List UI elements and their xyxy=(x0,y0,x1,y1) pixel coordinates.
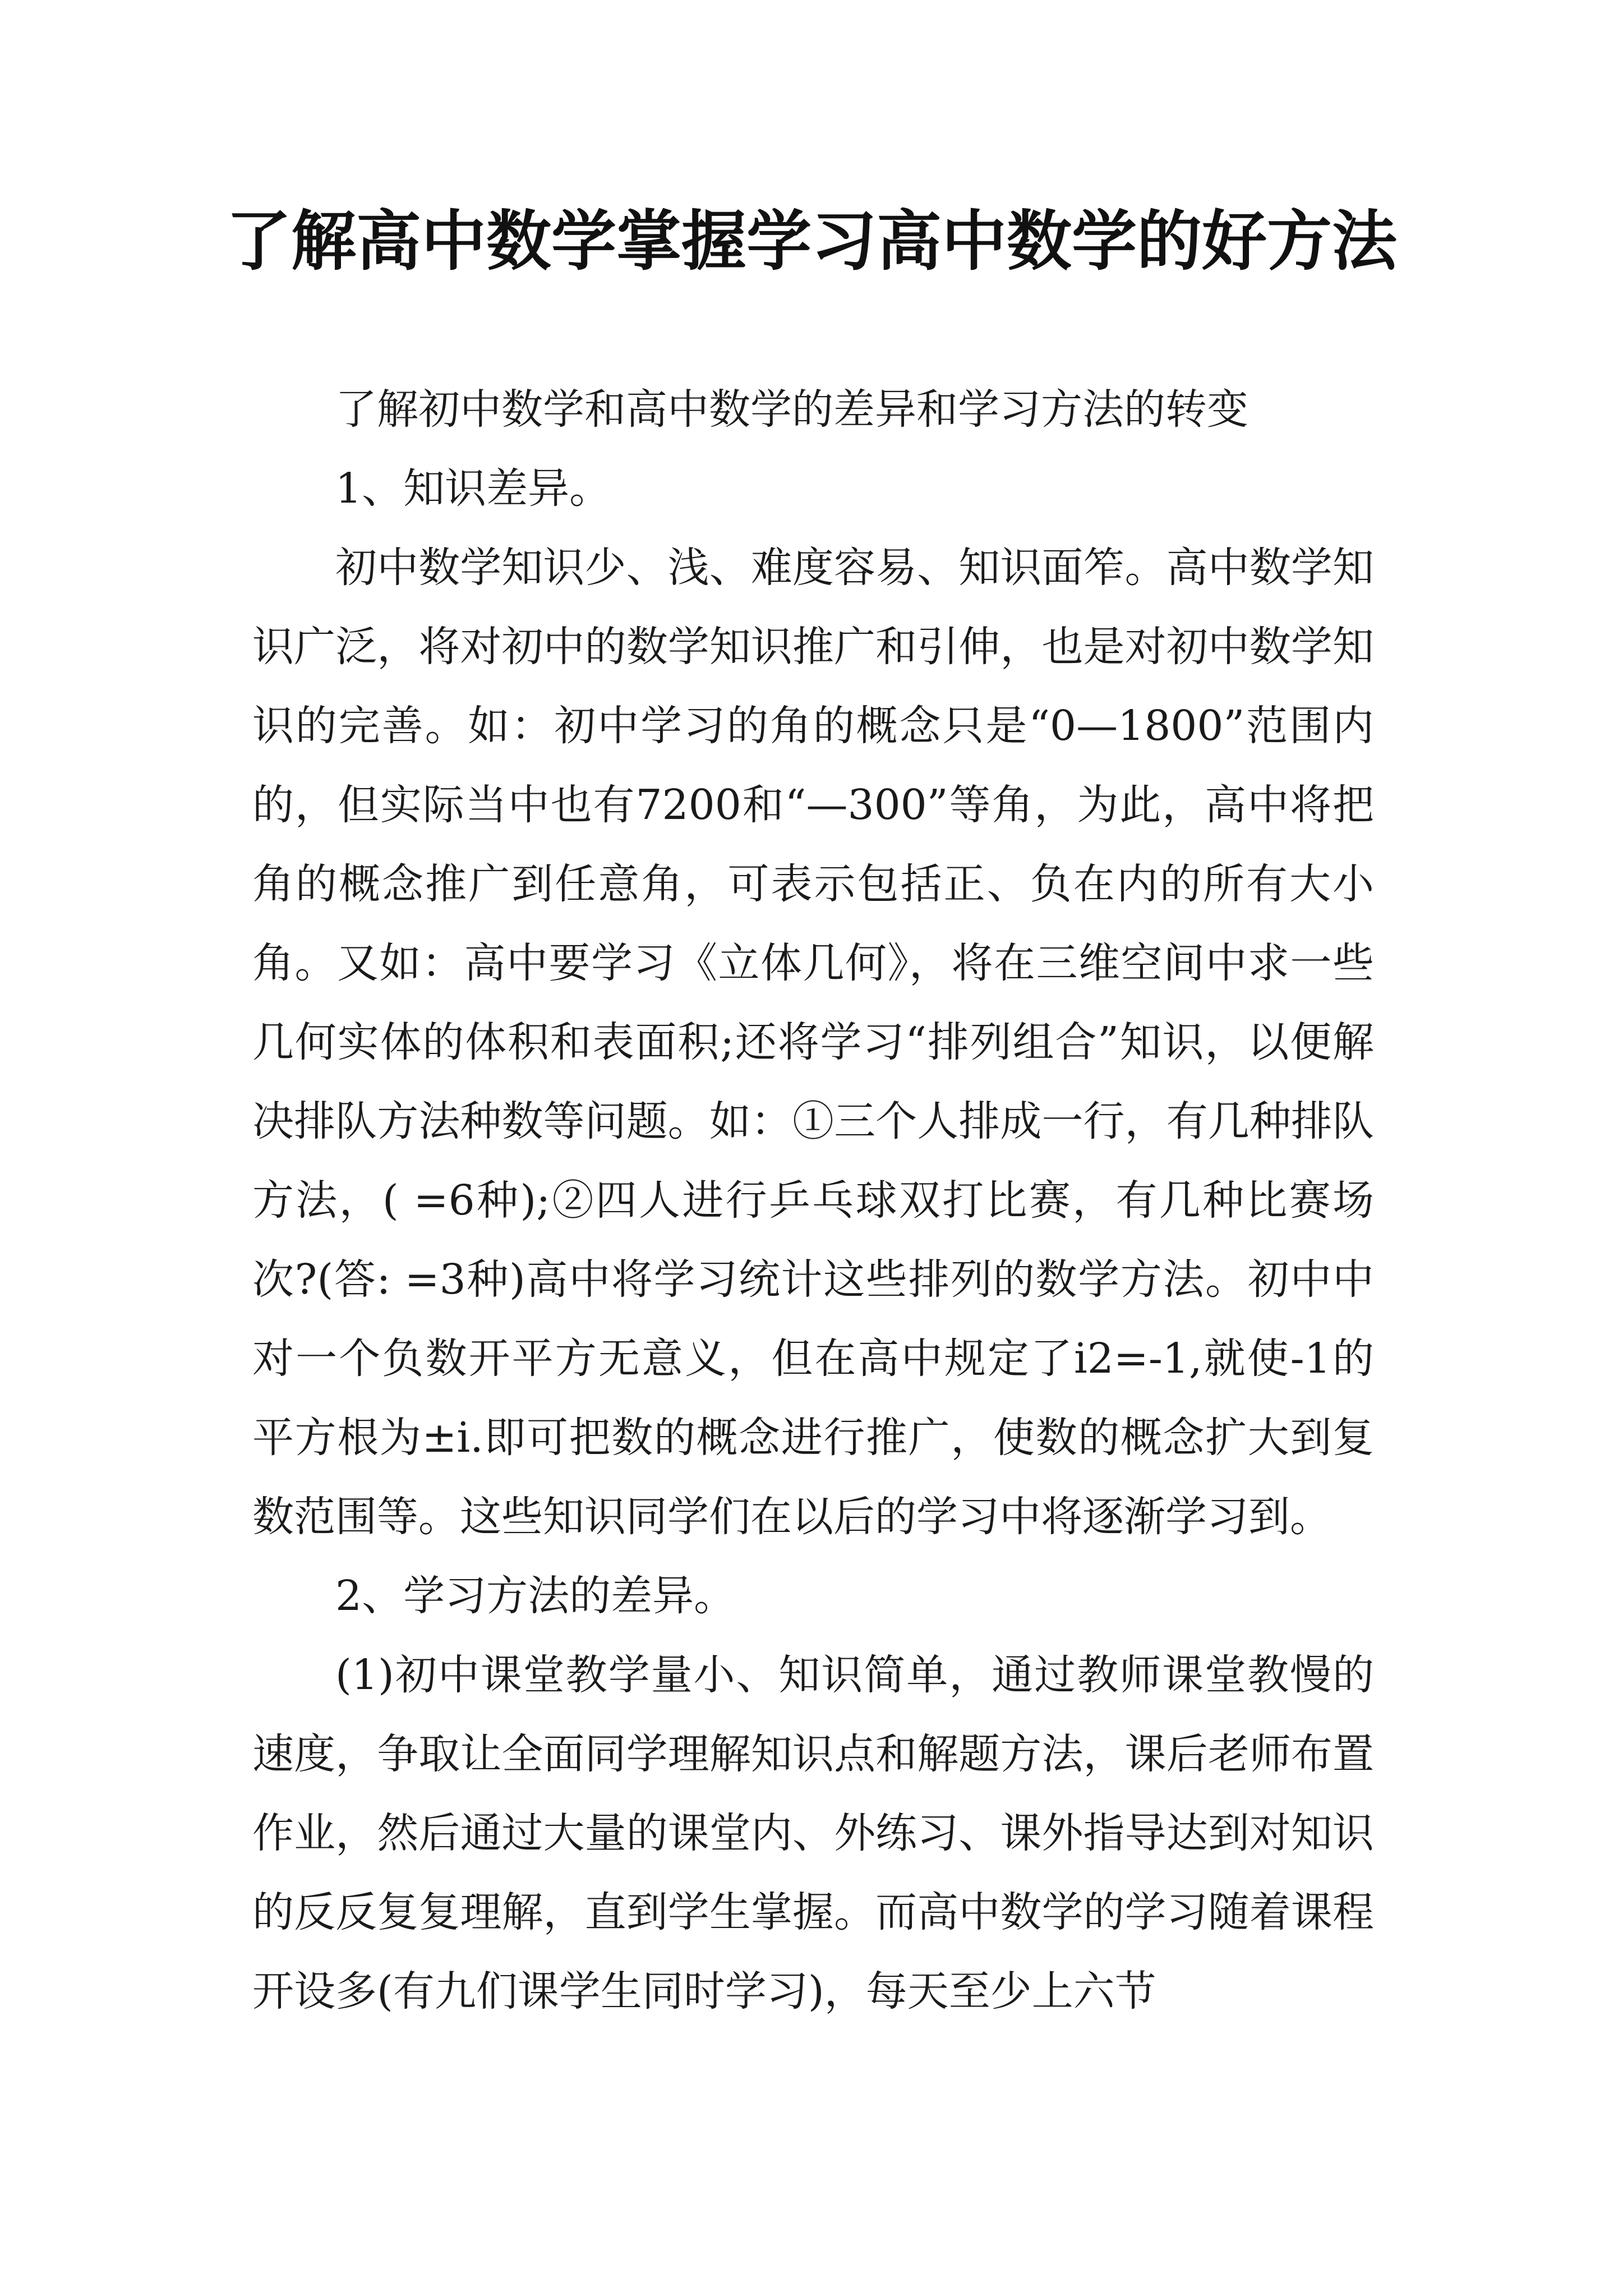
method-paragraph: (1)初中课堂教学量小、知识简单，通过教师课堂教慢的速度，争取让全面同学理解知识点和解题方法，课后老师布置作业，然后通过大量的课堂内、外练习、课外指导达到对知识的反反复复理解，直到学生掌握。而高中数学的学习随着课程开设多(有九们课学生同时学习)，每天至少上六节 xyxy=(252,1651,1374,2016)
document-body xyxy=(252,370,1374,2031)
section-heading-method: 2、学习方法的差异。 xyxy=(335,1572,736,1620)
document-title: 了解高中数学掌握学习高中数学的好方法 xyxy=(226,203,1397,279)
section-heading-knowledge: 1、知识差异。 xyxy=(335,464,611,513)
section-intro-paragraph: 了解初中数学和高中数学的差异和学习方法的转变 xyxy=(335,385,1248,434)
knowledge-paragraph: 初中数学知识少、浅、难度容易、知识面笮。高中数学知识广泛，将对初中的数学知识推广和引伸，也是对初中数学知识的完善。如：初中学习的角的概念只是“0—1800”范围内的，但实际当中也有7200和“—300”等角，为此，高中将把角的概念推广到任意角，可表示包括正、负在内的所有大小角。又如：高中要学习《立体几何》，将在三维空间中求一些几何实体的体积和表面积;还将学习“排列组合”知识，以便解决排队方法种数等问题。如：①三个人排成一行，有几种排队方法，( =6种);②四人进行乒乓球双打比赛，有几种比赛场次?(答: =3种)高中将学习统计这些排列的数学方法。初中中对一个负数开平方无意义，但在高中规定了i2=-1,就使-1的平方根为±i.即可把数的概念进行推广，使数的概念扩大到复数范围等。这些知识同学们在以后的学习中将逐渐学习到。 xyxy=(252,544,1374,1541)
